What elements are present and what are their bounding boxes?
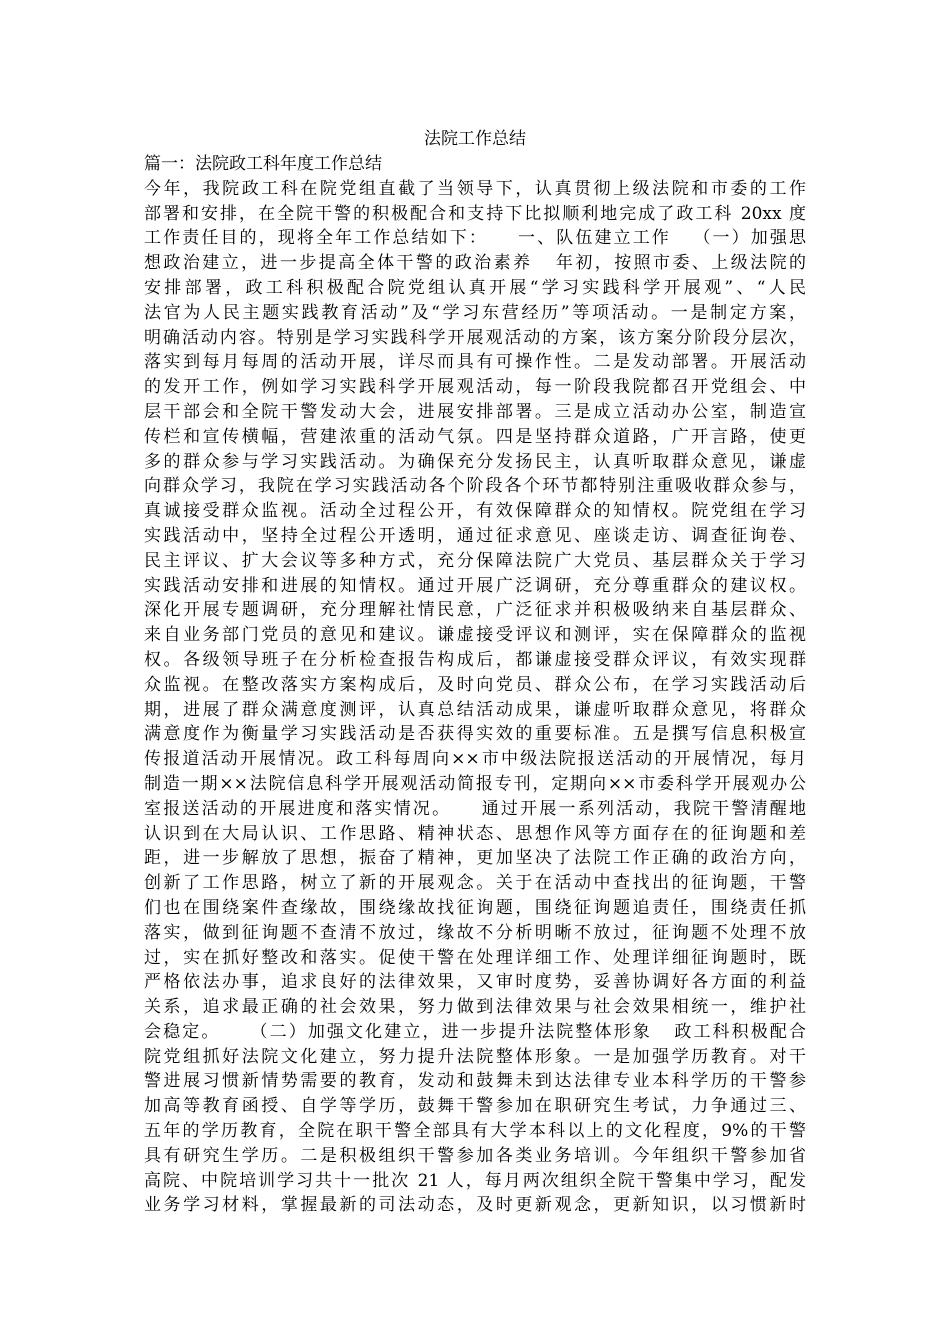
body-text-line: 具有研究生学历。二是积极组织干警参加各类业务培训。今年组织干警参加省 — [144, 1145, 806, 1166]
body-text-line: 工作责任目的，现将全年工作总结如下： 一、队伍建立工作 （一）加强思 — [144, 228, 806, 249]
body-text-line: 层干部会和全院干警发动大会，进展安排部署。三是成立活动办公室，制造宣 — [144, 401, 806, 422]
body-text-line: 业务学习材料，掌握最新的司法动态，及时更新观念，更新知识，以习惯新时 — [144, 1195, 806, 1216]
body-text-line: 向群众学习，我院在学习实践活动各个阶段各个环节都特别注重吸收群众参与， — [144, 476, 806, 497]
body-text-line: 今年，我院政工科在院党组直截了当领导下，认真贯彻上级法院和市委的工作 — [144, 178, 806, 199]
body-text-line: 深化开展专题调研，充分理解社情民意，广泛征求并积极吸纳来自基层群众、 — [144, 600, 806, 621]
body-text-line: 院党组抓好法院文化建立，努力提升法院整体形象。一是加强学历教育。对干 — [144, 1046, 806, 1067]
body-text-line: 传栏和宣传横幅，营建浓重的活动气氛。四是坚持群众道路，广开言路，使更 — [144, 426, 806, 447]
body-text-line: 传报道活动开展情况。政工科每周向××市中级法院报送活动的开展情况，每月 — [144, 749, 806, 770]
body-text-line: 警进展习惯新情势需要的教育，发动和鼓舞未到达法律专业本科学历的干警参 — [144, 1071, 806, 1092]
body-text-line: 篇一：法院政工科年度工作总结 — [144, 154, 382, 174]
body-text-line: 实践活动安排和进展的知情权。通过开展广泛调研，充分尊重群众的建议权。 — [144, 575, 806, 596]
body-text-line: 认识到在大局认识、工作思路、精神状态、思想作风等方面存在的征询题和差 — [144, 823, 806, 844]
body-text-line: 想政治建立，进一步提高全体干警的政治素养 年初，按照市委、上级法院的 — [144, 253, 806, 274]
body-text-line: 距，进一步解放了思想，振奋了精神，更加坚决了法院工作正确的政治方向， — [144, 848, 806, 869]
body-text-line: 制造一期××法院信息科学开展观活动简报专刊，定期向××市委科学开展观办公 — [144, 773, 806, 794]
body-text-line: 来自业务部门党员的意见和建议。谦虚接受评议和测评，实在保障群众的监视 — [144, 625, 806, 646]
body-text-line: 部署和安排，在全院干警的积极配合和支持下比拟顺利地完成了政工科 20xx 度 — [144, 203, 806, 224]
document-title: 法院工作总结 — [424, 129, 526, 149]
body-text-line: 加高等教育函授、自学等学历，鼓舞干警参加在职研究生考试，力争通过三、 — [144, 1096, 806, 1117]
body-text-line: 满意度作为衡量学习实践活动是否获得实效的重要标准。五是撰写信息积极宣 — [144, 724, 806, 745]
body-text-line: 期，进展了群众满意度测评，认真总结活动成果，谦虚听取群众意见，将群众 — [144, 699, 806, 720]
body-text-line: 民主评议、扩大会议等多种方式，充分保障法院广大党员、基层群众关于学习 — [144, 550, 806, 571]
body-text-line: 关系，追求最正确的社会效果，努力做到法律效果与社会效果相统一，维护社 — [144, 997, 806, 1018]
document-body — [144, 152, 806, 1218]
body-text-line: 五年的学历教育，全院在职干警全部具有大学本科以上的文化程度，9%的干警 — [144, 1121, 806, 1142]
body-text-line: 权。各级领导班子在分析检查报告构成后，都谦虚接受群众评议，有效实现群 — [144, 649, 806, 670]
body-text-line: 落实到每月每周的活动开展，详尽而具有可操作性。二是发动部署。开展活动 — [144, 352, 806, 373]
body-text-line: 室报送活动的开展进度和落实情况。 通过开展一系列活动，我院干警清醒地 — [144, 798, 806, 819]
body-text-line: 真诚接受群众监视。活动全过程公开，有效保障群众的知情权。院党组在学习 — [144, 501, 806, 522]
body-text-line: 落实，做到征询题不查清不放过，缘故不分析明晰不放过，征询题不处理不放 — [144, 922, 806, 943]
body-text-line: 的发开工作，例如学习实践科学开展观活动，每一阶段我院都召开党组会、中 — [144, 377, 806, 398]
body-text-line: 法官为人民主题实践教育活动”及“学习东营经历”等项活动。一是制定方案， — [144, 302, 806, 323]
body-text-line: 明确活动内容。特别是学习实践科学开展观活动的方案，该方案分阶段分层次， — [144, 327, 806, 348]
body-text-line: 高院、中院培训学习共十一批次 21 人，每月两次组织全院干警集中学习，配发 — [144, 1170, 806, 1191]
body-text-line: 们也在围绕案件查缘故，围绕缘故找征询题，围绕征询题追责任，围绕责任抓 — [144, 897, 806, 918]
body-text-line: 安排部署，政工科积极配合院党组认真开展“学习实践科学开展观”、“人民 — [144, 277, 806, 298]
body-text-line: 实践活动中，坚持全过程公开透明，通过征求意见、座谈走访、调查征询卷、 — [144, 525, 806, 546]
body-text-line: 众监视。在整改落实方案构成后，及时向党员、群众公布，在学习实践活动后 — [144, 674, 806, 695]
body-text-line: 过，实在抓好整改和落实。促使干警在处理详细工作、处理详细征询题时，既 — [144, 947, 806, 968]
body-text-line: 多的群众参与学习实践活动。为确保充分发扬民主，认真听取群众意见，谦虚 — [144, 451, 806, 472]
body-text-line: 会稳定。 （二）加强文化建立，进一步提升法院整体形象 政工科积极配合 — [144, 1021, 806, 1042]
body-text-line: 严格依法办事，追求良好的法律效果，又审时度势，妥善协调好各方面的利益 — [144, 972, 806, 993]
body-text-line: 创新了工作思路，树立了新的开展观念。关于在活动中查找出的征询题，干警 — [144, 873, 806, 894]
